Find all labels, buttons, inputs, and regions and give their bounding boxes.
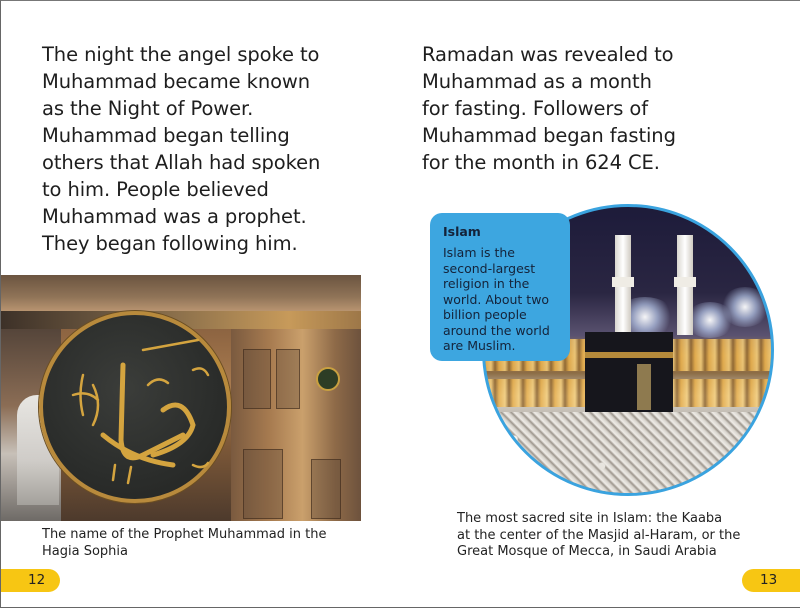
right-photo-caption xyxy=(457,511,740,561)
wall-panel xyxy=(276,349,300,409)
body-line: Muhammad began fasting xyxy=(422,124,676,147)
caption-line: Great Mosque of Mecca, in Saudi Arabia xyxy=(457,544,717,559)
body-line: for the month in 624 CE. xyxy=(422,151,660,174)
minaret-balcony xyxy=(674,277,696,287)
pilgrim-crowd xyxy=(485,412,774,496)
hagia-sophia-photo xyxy=(1,275,361,521)
wall-panel xyxy=(243,449,283,519)
body-line: Muhammad became known xyxy=(42,70,311,93)
infobox-line: billion people xyxy=(443,307,527,322)
wall-panel xyxy=(243,349,271,409)
infobox-line: are Muslim. xyxy=(443,338,516,353)
photo-right-wall xyxy=(231,329,361,521)
right-body-text xyxy=(422,41,676,176)
body-line: as the Night of Power. xyxy=(42,97,254,120)
body-line: to him. People believed xyxy=(42,178,269,201)
left-body-text xyxy=(42,41,320,257)
floodlight xyxy=(720,287,770,327)
infobox-body xyxy=(443,245,560,354)
body-line: They began following him. xyxy=(42,232,298,255)
islam-info-box xyxy=(430,213,570,361)
small-medallion xyxy=(316,367,340,391)
infobox-title: Islam xyxy=(443,224,481,239)
wall-panel xyxy=(311,459,341,519)
page-number-right: 13 xyxy=(742,569,800,592)
body-line: for fasting. Followers of xyxy=(422,97,649,120)
infobox-line: Islam is the xyxy=(443,245,515,260)
infobox-line: around the world xyxy=(443,322,550,338)
minaret-balcony xyxy=(612,277,634,287)
body-line: Muhammad as a month xyxy=(422,70,652,93)
page-number-left: 12 xyxy=(1,569,60,592)
kaaba xyxy=(585,332,673,414)
infobox-line: religion in the xyxy=(443,276,530,291)
calligraphy-icon xyxy=(43,315,227,499)
body-line: Ramadan was revealed to xyxy=(422,43,674,66)
body-line: The night the angel spoke to xyxy=(42,43,320,66)
left-photo-caption xyxy=(42,527,326,560)
calligraphy-medallion xyxy=(39,311,231,503)
infobox-line: second-largest xyxy=(443,260,536,276)
caption-line: at the center of the Masjid al-Haram, or the xyxy=(457,527,741,543)
caption-line: Hagia Sophia xyxy=(42,543,128,559)
body-line: others that Allah had spoken xyxy=(42,151,321,174)
kaaba-door xyxy=(637,364,651,410)
photo-gallery-band xyxy=(1,275,361,311)
body-line: Muhammad began telling xyxy=(42,124,290,147)
body-line: Muhammad was a prophet. xyxy=(42,205,307,228)
caption-line: The name of the Prophet Muhammad in the xyxy=(42,527,327,542)
infobox-line: world. About two xyxy=(443,291,550,307)
left-page xyxy=(1,1,401,608)
kaaba-gold-band xyxy=(585,352,673,358)
caption-line: The most sacred site in Islam: the Kaaba xyxy=(457,511,723,526)
